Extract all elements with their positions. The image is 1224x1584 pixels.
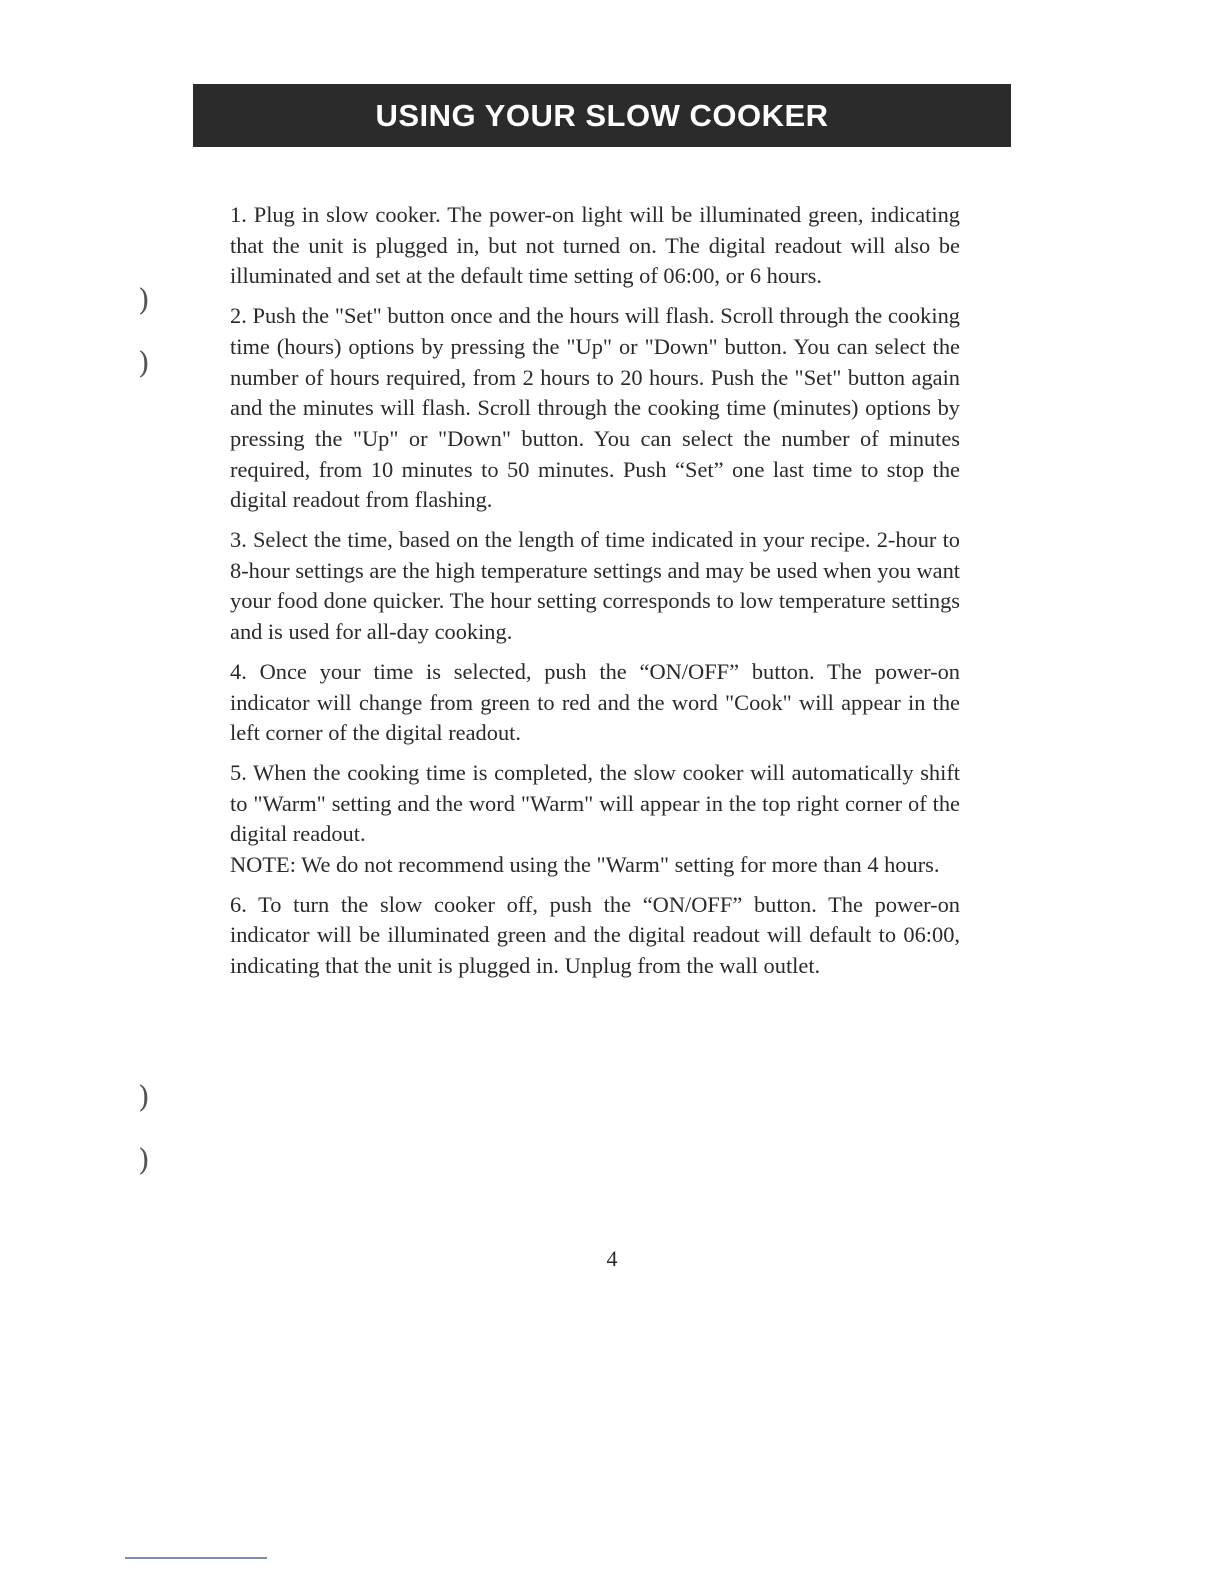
step-1: 1. Plug in slow cooker. The power-on light will be illuminated green, indicating that the unit is plugged in, but not turned on. The digital readout will also be illuminated and set at the default time setting of 06:00, or 6 hours. [230,202,960,289]
step-2: 2. Push the "Set" button once and the hours will flash. Scroll through the cooking time (hours) options by pressing the "Up" or "Down" button. You can select the number of hours required, from 2 hours to 20 hours. Push the "Set" button again and the minutes will flash. Scroll through the cooking time (minutes) options by pressing the "Up" or "Down" button. You can select the number of minutes required, from 10 minutes to 50 minutes. Push “Set” one last time to stop the digital readout from flashing. [230,303,960,513]
step-3: 3. Select the time, based on the length of time indicated in your recipe. 2-hour to 8-hour settings are the high temperature settings and may be used when you want your food done quicker. The hour setting corresponds to low temperature settings and is used for all-day cooking. [230,527,960,645]
step-5: 5. When the cooking time is completed, the slow cooker will automatically shift to "Warm" setting and the word "Warm" will appear in the top right corner of the digital readout. [230,759,960,847]
section-title: USING YOUR SLOW COOKER [375,97,829,133]
bottom-rule-line [125,1557,267,1559]
binding-hole-mark: ) [138,1143,150,1178]
warm-setting-note: NOTE: We do not recommend using the "Warm" setting for more than 4 hours. [230,852,940,878]
step-4: 4. Once your time is selected, push the “ON/OFF” button. The power-on indicator will change from green to red and the word "Cook" will appear in the left corner of the digital readout. [230,658,960,746]
binding-hole-mark: ) [138,283,150,318]
binding-hole-mark: ) [138,1080,150,1115]
binding-hole-mark: ) [138,346,150,381]
instructions-body [230,200,960,991]
step-6: 6. To turn the slow cooker off, push the “ON/OFF” button. The power-on indicator will be illuminated green and the digital readout will default to 06:00, indicating that the unit is plugged in. Unplug from the wall outlet. [230,891,960,979]
page-number: 4 [606,1246,618,1271]
section-header-banner [193,84,1011,147]
